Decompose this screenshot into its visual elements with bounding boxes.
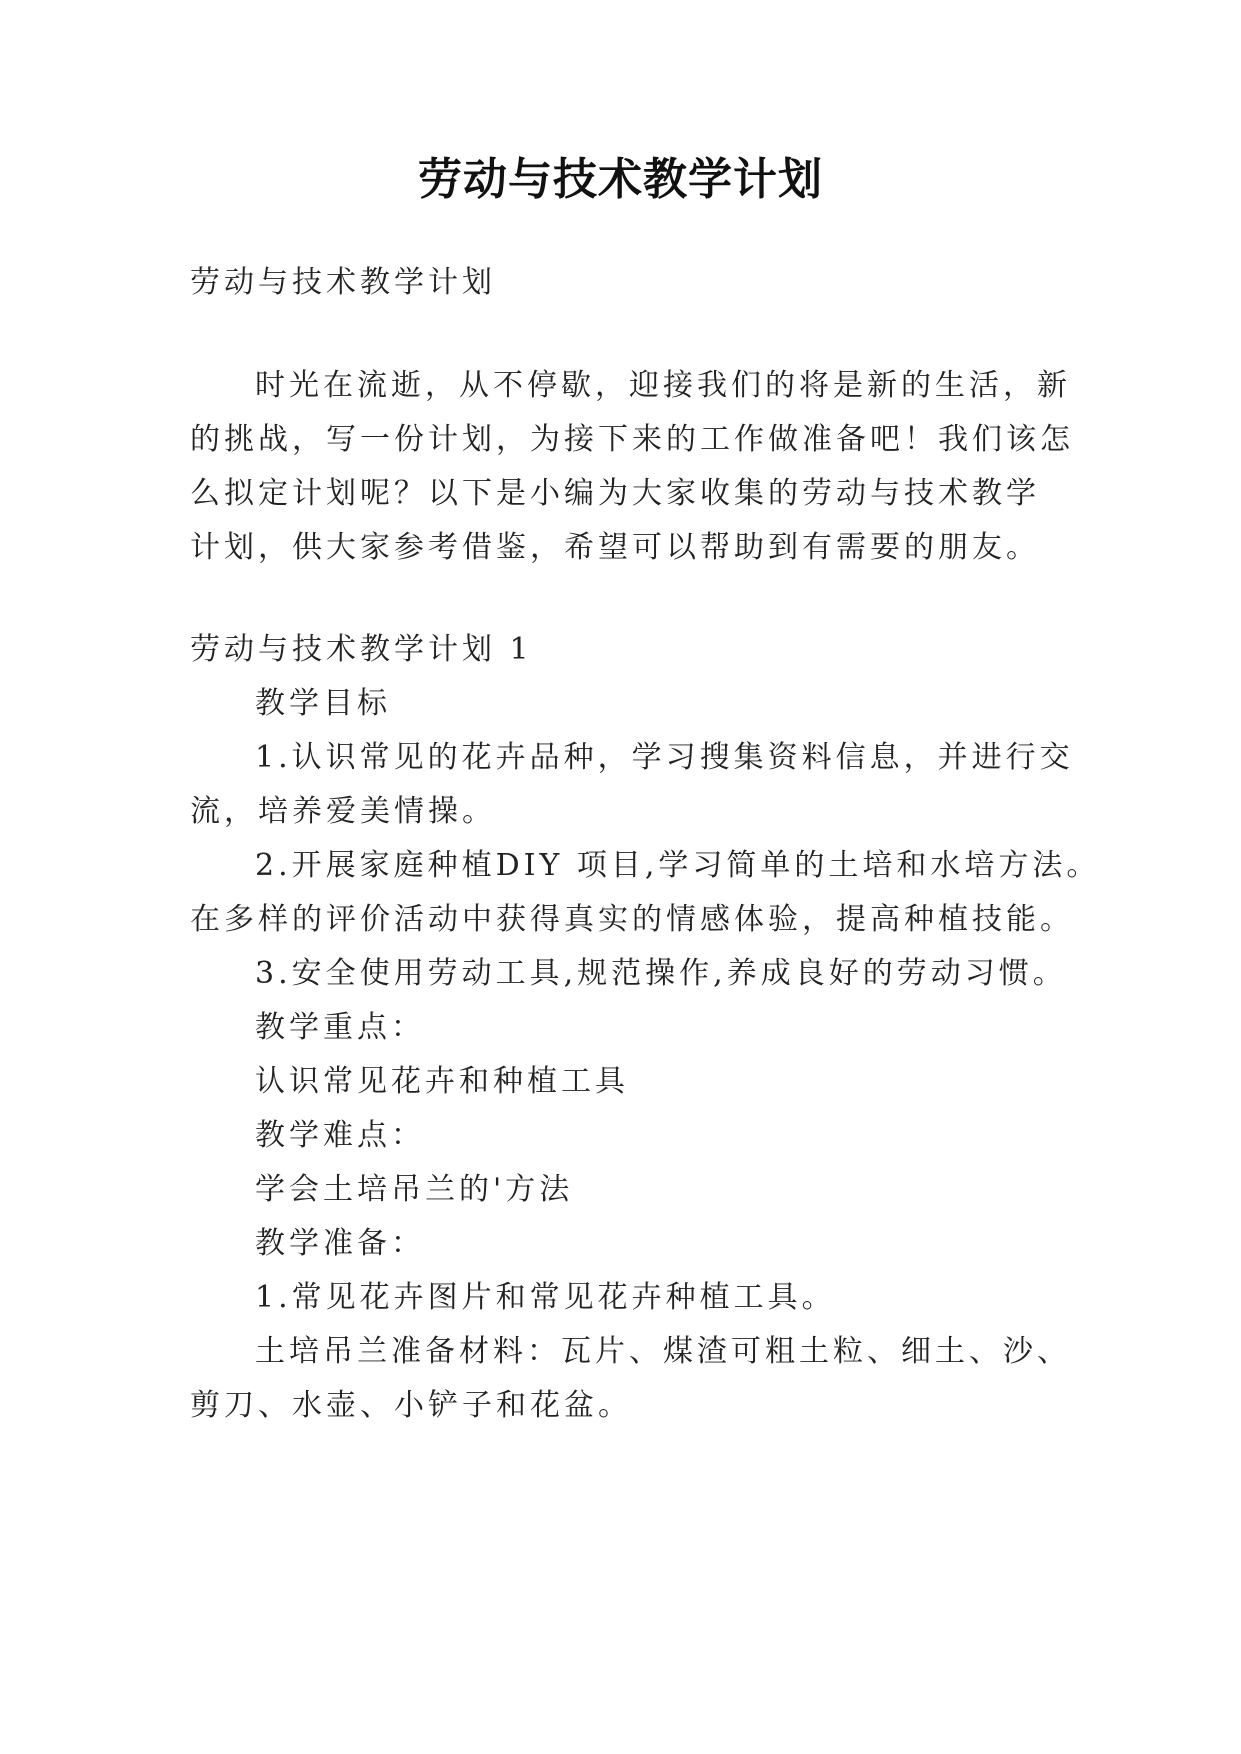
document-title: 劳动与技术教学计划 bbox=[418, 154, 823, 205]
difficulty-heading: 教学难点： bbox=[255, 1118, 425, 1153]
goal-2-line-1: 2.开展家庭种植DIY 项目,学习简单的土培和水培方法。 bbox=[255, 848, 1101, 883]
difficulty: 学会土培吊兰的'方法 bbox=[255, 1172, 574, 1207]
intro-line-1: 时光在流逝，从不停歇，迎接我们的将是新的生活，新 bbox=[255, 368, 1071, 403]
preparation-2-line-2: 剪刀、水壶、小铲子和花盆。 bbox=[190, 1388, 632, 1423]
goals-heading: 教学目标 bbox=[255, 686, 391, 721]
intro-line-2: 的挑战，写一份计划，为接下来的工作做准备吧！我们该怎 bbox=[190, 422, 1074, 457]
section-heading: 劳动与技术教学计划 1 bbox=[190, 632, 533, 667]
intro-line-3: 么拟定计划呢？以下是小编为大家收集的劳动与技术教学 bbox=[190, 476, 1040, 511]
goal-3: 3.安全使用劳动工具,规范操作,养成良好的劳动习惯。 bbox=[255, 956, 1067, 991]
goal-1-line-2: 流，培养爱美情操。 bbox=[190, 794, 496, 829]
subtitle: 劳动与技术教学计划 bbox=[190, 265, 496, 300]
key-points: 认识常见花卉和种植工具 bbox=[255, 1064, 629, 1099]
preparation-heading: 教学准备： bbox=[255, 1226, 425, 1261]
intro-line-4: 计划，供大家参考借鉴，希望可以帮助到有需要的朋友。 bbox=[190, 530, 1040, 565]
goal-2-line-2: 在多样的评价活动中获得真实的情感体验，提高种植技能。 bbox=[190, 902, 1074, 937]
preparation-1: 1.常见花卉图片和常见花卉种植工具。 bbox=[255, 1280, 836, 1315]
key-points-heading: 教学重点： bbox=[255, 1010, 425, 1045]
goal-1-line-1: 1.认识常见的花卉品种，学习搜集资料信息，并进行交 bbox=[255, 740, 1074, 775]
preparation-2-line-1: 土培吊兰准备材料：瓦片、煤渣可粗土粒、细土、沙、 bbox=[255, 1334, 1071, 1369]
